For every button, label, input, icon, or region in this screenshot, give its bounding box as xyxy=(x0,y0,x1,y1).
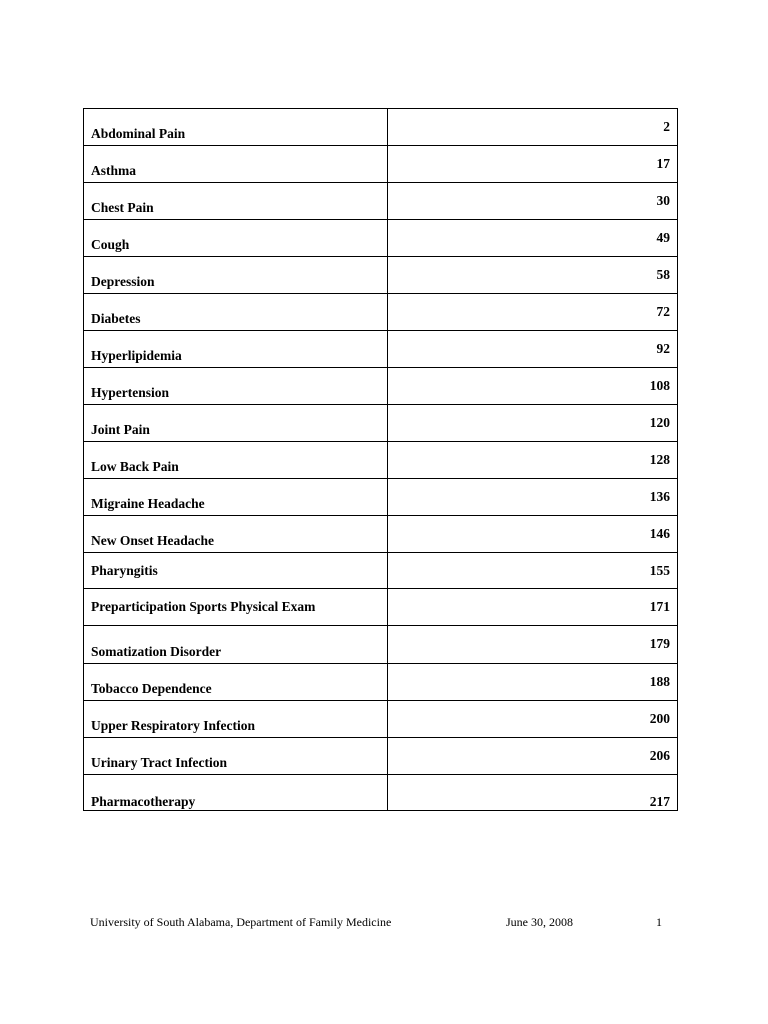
page-cell xyxy=(388,626,678,664)
topic-cell xyxy=(84,109,388,146)
topic-cell xyxy=(84,589,388,626)
page-number: 72 xyxy=(656,304,670,319)
table-row xyxy=(84,331,678,368)
topic-label: Asthma xyxy=(91,162,137,178)
page-cell xyxy=(388,442,678,479)
topic-label: Tobacco Dependence xyxy=(91,680,212,696)
page-number: 179 xyxy=(649,636,670,651)
table-of-contents xyxy=(83,108,678,811)
topic-label: Low Back Pain xyxy=(91,458,179,474)
table-row xyxy=(84,626,678,664)
topic-label: Hyperlipidemia xyxy=(91,347,182,363)
topic-cell xyxy=(84,626,388,664)
topic-label: Upper Respiratory Infection xyxy=(91,717,255,733)
page-cell xyxy=(388,183,678,220)
table-row xyxy=(84,220,678,257)
topic-label: Pharyngitis xyxy=(91,562,158,578)
topic-cell xyxy=(84,294,388,331)
topic-cell xyxy=(84,146,388,183)
page-number: 17 xyxy=(656,156,670,171)
page-number: 188 xyxy=(649,674,670,689)
page-cell xyxy=(388,516,678,553)
table-row xyxy=(84,775,678,811)
table-row xyxy=(84,589,678,626)
topic-cell xyxy=(84,664,388,701)
table-row xyxy=(84,516,678,553)
page-cell xyxy=(388,220,678,257)
table-row xyxy=(84,146,678,183)
page-number: 171 xyxy=(649,599,670,615)
page-cell xyxy=(388,368,678,405)
topic-label: Hypertension xyxy=(91,384,170,400)
topic-label: New Onset Headache xyxy=(91,532,214,548)
table-row xyxy=(84,257,678,294)
table-row xyxy=(84,405,678,442)
page-number: 30 xyxy=(656,193,670,208)
page-cell xyxy=(388,257,678,294)
footer-date: June 30, 2008 xyxy=(506,915,573,929)
page-number: 2 xyxy=(663,119,670,134)
table-row xyxy=(84,442,678,479)
topic-label: Joint Pain xyxy=(91,421,150,437)
page-cell xyxy=(388,664,678,701)
topic-cell xyxy=(84,775,388,811)
page-number: 146 xyxy=(649,526,670,541)
topic-label: Depression xyxy=(91,273,155,289)
topic-label: Abdominal Pain xyxy=(91,125,186,141)
topic-cell xyxy=(84,442,388,479)
topic-cell xyxy=(84,257,388,294)
page-number: 92 xyxy=(656,341,670,356)
topic-label: Pharmacotherapy xyxy=(91,793,196,809)
topic-cell xyxy=(84,183,388,220)
topic-cell xyxy=(84,368,388,405)
topic-label: Cough xyxy=(91,236,130,252)
page-cell xyxy=(388,589,678,626)
topic-cell xyxy=(84,405,388,442)
page-number: 49 xyxy=(656,230,670,245)
table-row xyxy=(84,479,678,516)
topic-label: Preparticipation Sports Physical Exam xyxy=(91,599,316,615)
page-number: 108 xyxy=(649,378,670,393)
topic-cell xyxy=(84,738,388,775)
table-row xyxy=(84,664,678,701)
page-number: 200 xyxy=(649,711,670,726)
footer-institution: University of South Alabama, Department of Family Medicine xyxy=(90,915,392,929)
topic-label: Diabetes xyxy=(91,310,141,326)
page-cell xyxy=(388,405,678,442)
page-cell xyxy=(388,701,678,738)
page-cell xyxy=(388,553,678,589)
table-row xyxy=(84,109,678,146)
table-row xyxy=(84,183,678,220)
table-row xyxy=(84,294,678,331)
page-number: 217 xyxy=(649,793,670,809)
page-cell xyxy=(388,479,678,516)
page-number: 206 xyxy=(649,748,670,763)
page-number: 120 xyxy=(649,415,670,430)
page-number: 58 xyxy=(656,267,670,282)
table-row xyxy=(84,553,678,589)
footer-page-number: 1 xyxy=(656,915,662,929)
page-number: 155 xyxy=(649,562,670,578)
page-cell xyxy=(388,294,678,331)
page-cell xyxy=(388,331,678,368)
topic-cell xyxy=(84,553,388,589)
page-cell xyxy=(388,775,678,811)
table-row xyxy=(84,738,678,775)
topic-label: Urinary Tract Infection xyxy=(91,754,227,770)
page-number: 136 xyxy=(649,489,670,504)
topic-label: Somatization Disorder xyxy=(91,643,222,659)
page-number: 128 xyxy=(649,452,670,467)
page-footer xyxy=(90,915,670,933)
page-cell xyxy=(388,109,678,146)
topic-cell xyxy=(84,331,388,368)
topic-cell xyxy=(84,516,388,553)
topic-label: Migraine Headache xyxy=(91,495,205,511)
page-cell xyxy=(388,738,678,775)
page-cell xyxy=(388,146,678,183)
table-row xyxy=(84,701,678,738)
table-row xyxy=(84,368,678,405)
topic-cell xyxy=(84,479,388,516)
topic-cell xyxy=(84,220,388,257)
topic-cell xyxy=(84,701,388,738)
topic-label: Chest Pain xyxy=(91,199,154,215)
